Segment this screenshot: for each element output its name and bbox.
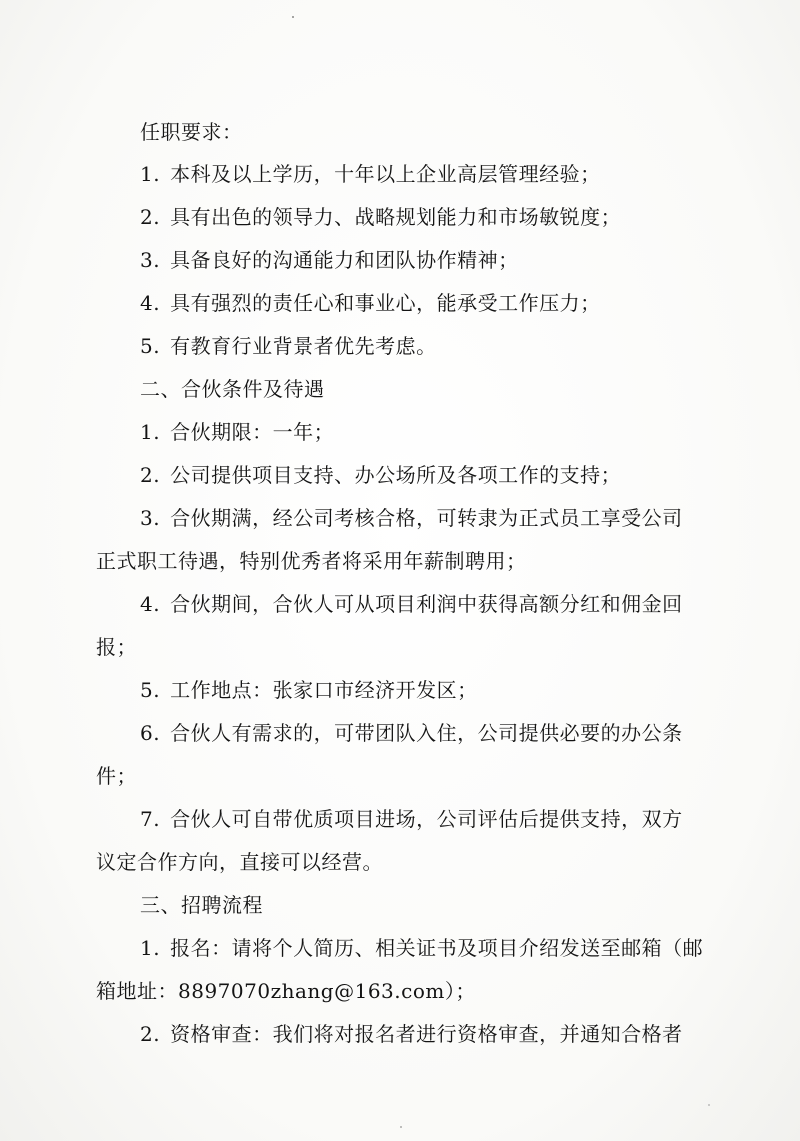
item-number: 1.	[140, 936, 161, 960]
partnership-item-3-continuation: 正式职工待遇，特别优秀者将采用年薪制聘用；	[96, 549, 527, 573]
item-text: 合伙期间，合伙人可从项目利润中获得高额分红和佣金回	[170, 592, 683, 616]
partnership-item-5	[140, 676, 478, 704]
item-text: 合伙期满，经公司考核合格，可转隶为正式员工享受公司	[170, 506, 683, 530]
item-number: 2.	[140, 205, 161, 229]
process-item-1	[140, 934, 703, 962]
requirement-item-2	[140, 203, 621, 231]
process-item-1-continuation: 箱地址：8897070zhang@163.com）；	[96, 979, 476, 1003]
item-number: 5.	[140, 678, 161, 702]
requirement-item-5	[140, 332, 437, 360]
item-number: 5.	[140, 334, 161, 358]
partnership-item-7	[140, 805, 683, 833]
scan-speck	[400, 1126, 402, 1128]
item-number: 1.	[140, 420, 161, 444]
item-text: 工作地点：张家口市经济开发区；	[170, 678, 478, 702]
partnership-item-7-continuation: 议定合作方向，直接可以经营。	[96, 850, 383, 874]
requirements-heading: 任职要求：	[140, 120, 243, 144]
item-text: 合伙期限：一年；	[170, 420, 335, 444]
scan-speck	[292, 16, 294, 18]
item-number: 1.	[140, 162, 161, 186]
partnership-item-6	[140, 719, 683, 747]
item-number: 7.	[140, 807, 161, 831]
item-number: 3.	[140, 506, 161, 530]
partnership-item-3	[140, 504, 683, 532]
process-item-2	[140, 1020, 683, 1048]
requirement-item-3	[140, 246, 519, 274]
partnership-item-1	[140, 418, 334, 446]
partnership-item-2	[140, 461, 621, 489]
partnership-item-4-continuation: 报；	[96, 635, 137, 659]
item-number: 6.	[140, 721, 161, 745]
item-text: 本科及以上学历，十年以上企业高层管理经验；	[170, 162, 601, 186]
item-text: 资格审查：我们将对报名者进行资格审查，并通知合格者	[170, 1022, 683, 1046]
item-text: 公司提供项目支持、办公场所及各项工作的支持；	[170, 463, 622, 487]
item-text: 合伙人有需求的，可带团队入住，公司提供必要的办公条	[170, 721, 683, 745]
process-heading: 三、招聘流程	[140, 893, 263, 917]
scan-speck	[708, 1104, 710, 1106]
item-text: 合伙人可自带优质项目进场，公司评估后提供支持，双方	[170, 807, 683, 831]
item-text: 具备良好的沟通能力和团队协作精神；	[170, 248, 519, 272]
item-text: 具有出色的领导力、战略规划能力和市场敏锐度；	[170, 205, 622, 229]
item-number: 4.	[140, 291, 161, 315]
item-text: 报名：请将个人简历、相关证书及项目介绍发送至邮箱（邮	[170, 936, 704, 960]
item-number: 3.	[140, 248, 161, 272]
requirement-item-1	[140, 160, 601, 188]
item-number: 2.	[140, 463, 161, 487]
partnership-item-6-continuation: 件；	[96, 764, 137, 788]
requirement-item-4	[140, 289, 601, 317]
item-number: 2.	[140, 1022, 161, 1046]
partnership-item-4	[140, 590, 683, 618]
item-text: 有教育行业背景者优先考虑。	[170, 334, 437, 358]
item-number: 4.	[140, 592, 161, 616]
item-text: 具有强烈的责任心和事业心，能承受工作压力；	[170, 291, 601, 315]
partnership-heading: 二、合伙条件及待遇	[140, 377, 325, 401]
